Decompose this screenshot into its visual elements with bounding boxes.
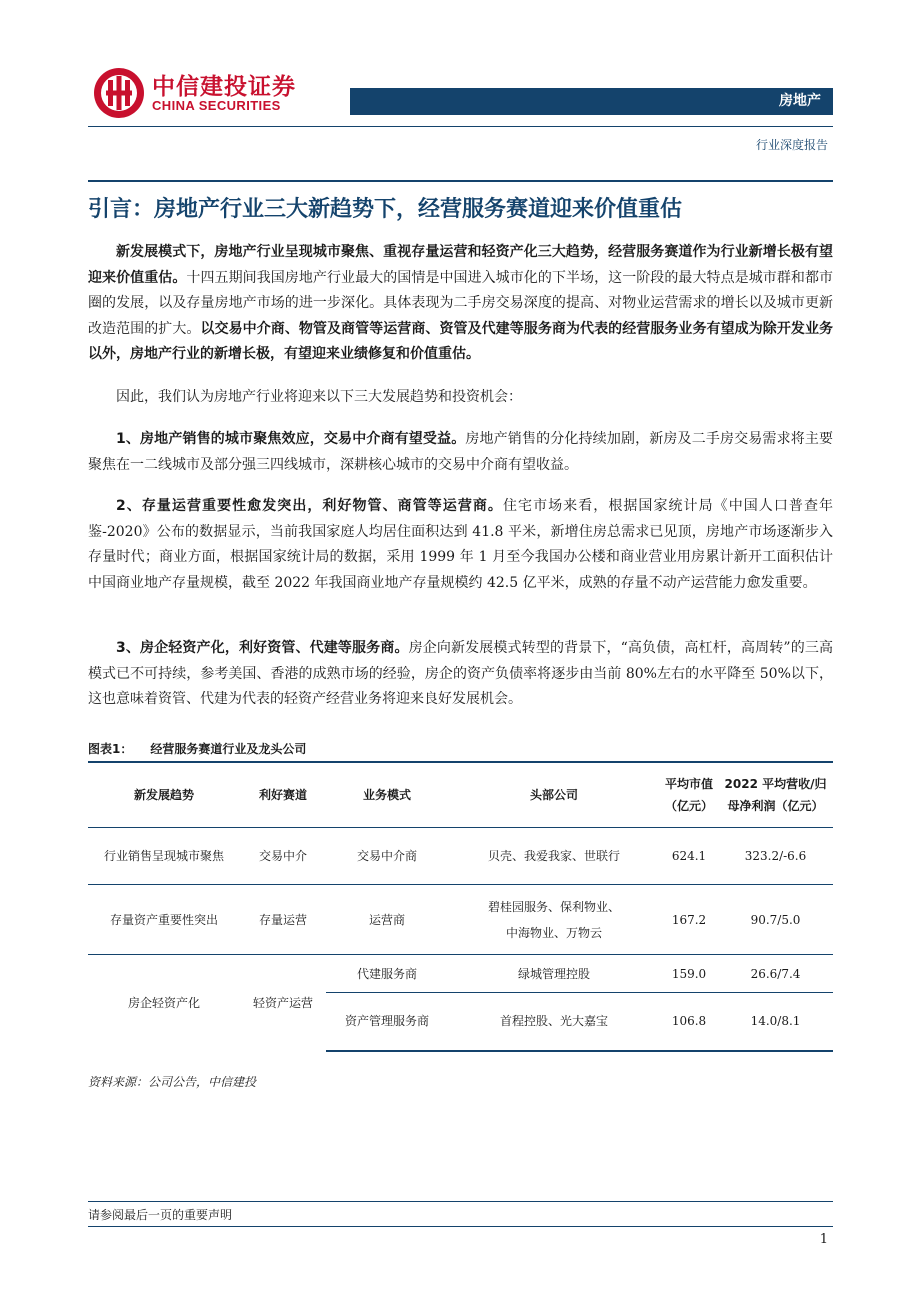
- intro-bold-lead: 新发展模式下，房地产行业呈现城市聚焦、重视存量运营和轻资产化三大趋势，经营服务赛道作为行业新增长极有望迎来价值重估。: [88, 244, 833, 286]
- figure-source: 资料来源：公司公告，中信建投: [88, 1075, 257, 1089]
- table-header: 头部公司: [448, 762, 660, 828]
- figure-caption: 经营服务赛道行业及龙头公司: [150, 742, 307, 756]
- cell-companies: 贝壳、我爱我家、世联行: [487, 849, 620, 863]
- cell-mktcap: 159.0: [660, 955, 718, 993]
- cell-revprofit: 26.6/7.4: [718, 955, 833, 993]
- disclaimer-note: 请参阅最后一页的重要声明: [88, 1208, 233, 1222]
- figure-label: 图表1：: [88, 742, 133, 756]
- cell-track: 存量运营: [240, 885, 326, 955]
- cell-trend: 房企轻资产化: [88, 955, 240, 1051]
- table-row: [88, 885, 833, 955]
- table-header: 利好赛道: [240, 762, 326, 828]
- trend-2-heading: 2、存量运营重要性愈发突出，利好物管、商管等运营商。: [116, 498, 503, 514]
- table-header: 平均市值（亿元）: [660, 762, 718, 828]
- title-divider: [88, 180, 833, 182]
- cell-model: 资产管理服务商: [326, 993, 448, 1051]
- table-row: [88, 955, 833, 993]
- cell-revprofit: 90.7/5.0: [718, 885, 833, 955]
- intro-bold-conclusion: 以交易中介商、物管及商管等运营商、资管及代建等服务商为代表的经营服务业务有望成为除开发业务以外，房地产行业的新增长极，有望迎来业绩修复和价值重估。: [88, 320, 834, 363]
- table-header: 2022 平均营收/归母净利润（亿元）: [718, 762, 833, 828]
- table-row: [88, 828, 833, 885]
- logo-text-en: CHINA SECURITIES: [152, 98, 281, 113]
- table-header: 业务模式: [326, 762, 448, 828]
- cell-mktcap: 624.1: [671, 849, 707, 863]
- china-securities-logo-icon: [92, 66, 146, 120]
- cell-companies: 绿城管理控股: [448, 955, 660, 993]
- page-number: 1: [819, 1232, 828, 1247]
- cell-companies: 首程控股、光大嘉宝: [448, 993, 660, 1051]
- cell-trend: 存量资产重要性突出: [88, 885, 240, 955]
- intro-text: 十四五期间我国房地产行业最大的国情是中国进入城市化的下半场，这一阶段的最大特点是城市群和都市圈的发展，以及存量房地产市场的进一步深化。具体表现为二手房交易深度的提高、对物业运营需求的增长以及城市更新改造范围的扩大。: [88, 269, 833, 337]
- cell-trend: 行业销售呈现城市聚焦: [103, 849, 224, 863]
- paragraph-trend-3: [88, 636, 833, 713]
- cell-mktcap: 167.2: [660, 885, 718, 955]
- report-type-label: 行业深度报告: [755, 138, 828, 152]
- cell-revprofit: 323.2/-6.6: [744, 849, 807, 863]
- therefore-text: 因此，我们认为房地产行业将迎来以下三大发展趋势和投资机会：: [116, 389, 522, 405]
- figure-title: [88, 740, 306, 757]
- footer-divider-bottom: [88, 1226, 833, 1227]
- section-title: 引言：房地产行业三大新趋势下，经营服务赛道迎来价值重估: [88, 197, 683, 222]
- trend-3-text: 房企向新发展模式转型的背景下，“高负债，高杠杆，高周转”的三高模式已不可持续，参考美国、香港的成熟市场的经验，房企的资产负债率将逐步由当前 80%左右的水平降至 50%以下，这也意味着资管、代建为代表的轻资产经营业务将迎来良好发展机会。: [88, 640, 833, 708]
- sector-table: [88, 761, 833, 1052]
- trend-1-text: 房地产销售的分化持续加剧，新房及二手房交易需求将主要聚焦在一二线城市及部分强三四线城市，深耕核心城市的交易中介商有望收益。: [88, 431, 833, 473]
- trend-1-heading: 1、房地产销售的城市聚焦效应，交易中介商有望受益。: [116, 431, 466, 447]
- cell-track: 交易中介: [258, 849, 307, 863]
- sector-banner: 房地产: [350, 88, 833, 115]
- paragraph-trend-2: [88, 494, 833, 596]
- footer-divider: [88, 1201, 833, 1202]
- cell-model: 交易中介商: [356, 849, 417, 863]
- cell-model: 代建服务商: [326, 955, 448, 993]
- cell-companies: 碧桂园服务、保利物业、中海物业、万物云: [448, 885, 660, 955]
- cell-revprofit: 14.0/8.1: [718, 993, 833, 1051]
- cell-model: 运营商: [326, 885, 448, 955]
- header-divider: [88, 126, 833, 127]
- logo-text-cn: 中信建投证券: [152, 74, 296, 100]
- cell-track: 轻资产运营: [240, 955, 326, 1051]
- table-header: 新发展趋势: [88, 762, 240, 828]
- paragraph-therefore: [88, 385, 833, 411]
- trend-3-heading: 3、房企轻资产化，利好资管、代建等服务商。: [116, 640, 409, 656]
- trend-2-text: 住宅市场来看，根据国家统计局《中国人口普查年鉴-2020》公布的数据显示，当前我国家庭人均居住面积达到 41.8 平米，新增住房总需求已见顶，房地产市场逐渐步入存量时代；商业方面，根据国家统计局的数据，采用 1999 年 1 月至今我国办公楼和商业营业用房累计新开工面积估计中国商业地产存量规模，截至 2022 年我国商业地产存量规模约 42.5 亿平米，成熟的存量不动产运营能力愈发重要。: [88, 498, 833, 591]
- paragraph-intro: [88, 240, 833, 368]
- table-header-row: [88, 762, 833, 828]
- paragraph-trend-1: [88, 427, 833, 478]
- cell-mktcap: 106.8: [660, 993, 718, 1051]
